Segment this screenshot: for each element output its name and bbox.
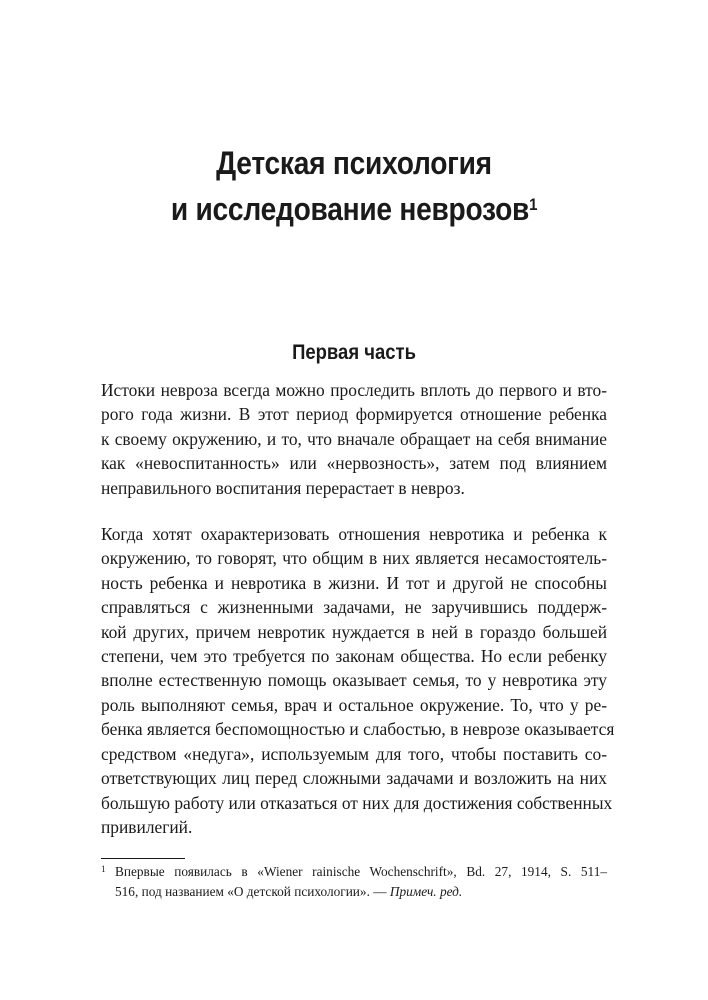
footnote-line-2 <box>101 882 607 902</box>
footnote-mark: 1 <box>101 864 106 874</box>
chapter-title-line-2 <box>95 186 612 232</box>
section-heading: Первая часть <box>292 341 416 364</box>
footnote-line-1: Впервые появилась в «Wiener rainische Wochenschrift», Bd. 27, 1914, S. 511– <box>115 864 607 879</box>
text-line: средством «недуга», используемым для того, чтобы поставить со- <box>101 743 607 764</box>
text-line: ответствующих лиц перед сложными задачами и возложить на них <box>101 768 607 789</box>
text-line: привилегий. <box>101 816 193 837</box>
text-line: вполне естественную помощь оказывает семья, то у невротика эту <box>101 670 607 691</box>
footnote-divider <box>101 858 185 859</box>
chapter-title <box>95 140 612 232</box>
text-line: степени, чем это требуется по законам общества. Но если ребенку <box>101 646 607 667</box>
footnote-reference[interactable]: 1 <box>529 195 538 214</box>
text-line: Когда хотят охарактеризовать отношения невротика и ребенка к <box>101 524 607 545</box>
text-line: большую работу или отказаться от них для достижения собственных <box>101 792 613 813</box>
text-line: бенка является беспомощностью и слабостью, в неврозе оказывается <box>101 719 615 740</box>
text-line: ность ребенка и невротика в жизни. И тот и другой не способны <box>101 572 607 593</box>
text-line: неправильного воспитания перерастает в невроз. <box>101 477 465 498</box>
footnote <box>101 862 607 902</box>
text-line: кой других, причем невротик нуждается в ней в гораздо большей <box>101 621 607 642</box>
text-line: как «невоспитанность» или «нервозность», затем под влиянием <box>101 453 607 474</box>
text-line: справляться с жизненными задачами, не заручившись поддерж- <box>101 597 607 618</box>
text-line: к своему окружению, и то, что вначале обращает на себя внимание <box>101 428 607 449</box>
text-line: рого года жизни. В этот период формируется отношение ребенка <box>101 404 607 425</box>
footnote-editor-note: Примеч. ред. <box>389 884 463 899</box>
chapter-title-line-1: Детская психология <box>216 145 492 181</box>
body-text <box>101 378 615 861</box>
chapter-title-line-2-text: и исследование неврозов <box>170 191 530 227</box>
text-line: роль выполняют семья, врач и остальное окружение. То, что у ре- <box>101 694 607 715</box>
footnote-line-2-text: 516, под названием «О детской психологии». — <box>115 884 390 899</box>
text-line: Истоки невроза всегда можно проследить вплоть до первого и вто- <box>101 380 607 400</box>
text-line: окружению, то говорят, что общим в них является несамостоятель- <box>101 548 607 569</box>
paragraph-1 <box>101 378 607 500</box>
paragraph-2 <box>101 522 615 839</box>
